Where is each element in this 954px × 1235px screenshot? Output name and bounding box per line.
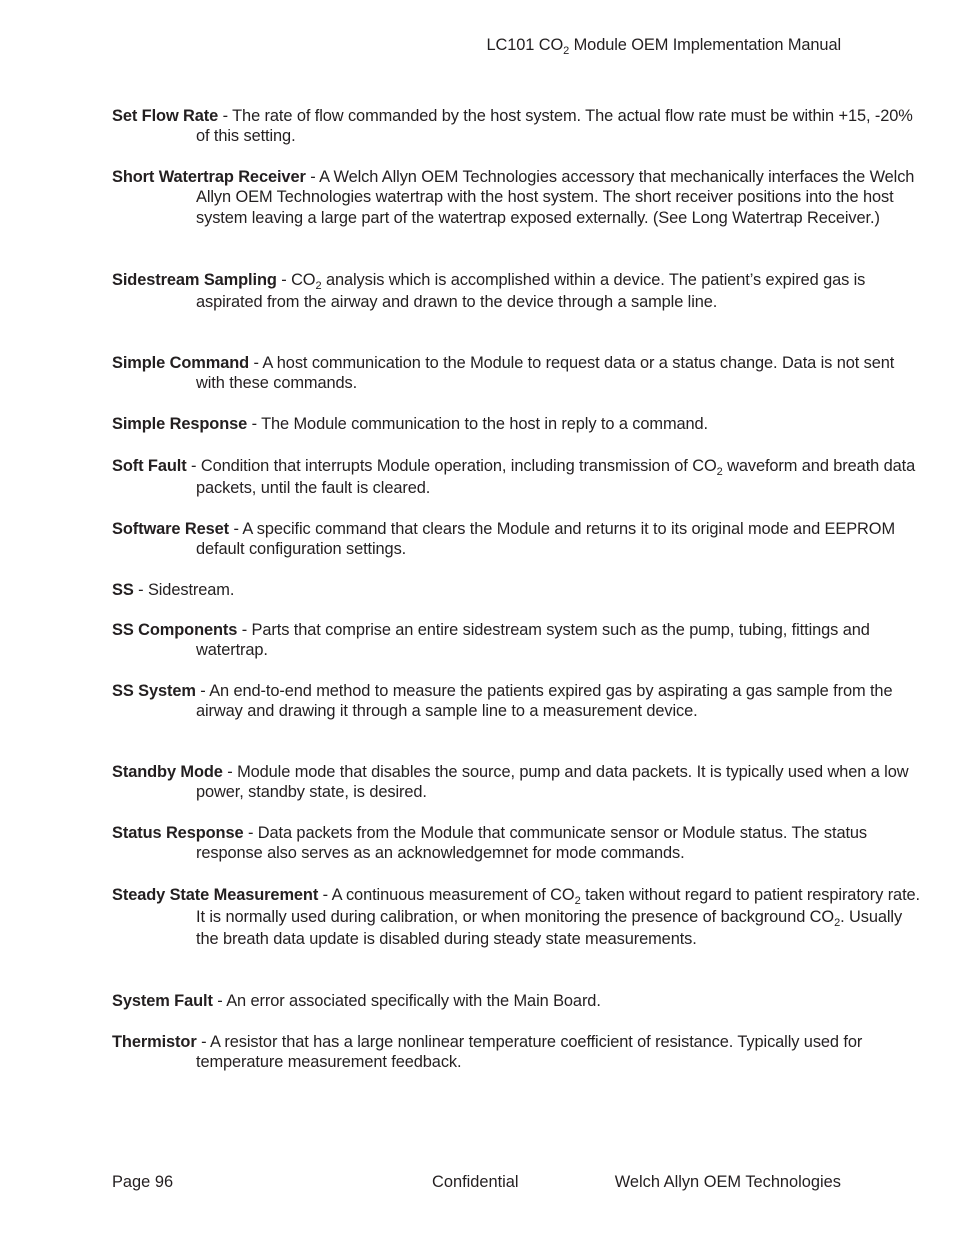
glossary-entry-standby-mode (112, 762, 926, 803)
glossary-entry-short-watertrap-receiver (112, 167, 926, 228)
glossary-definition: - The rate of flow commanded by the host system. The actual flow rate must be within +15, -20% of this setting. (196, 107, 913, 146)
glossary-entry-status-response (112, 823, 926, 864)
glossary-definition: - A resistor that has a large nonlinear temperature coefficient of resistance. Typically used for temperature measurement feedback. (196, 1033, 863, 1072)
glossary-definition: - The Module communication to the host in reply to a command. (247, 415, 709, 433)
glossary-term: Thermistor (112, 1033, 197, 1051)
header-title-pre: LC101 CO (486, 36, 564, 54)
glossary-entry-soft-fault (112, 455, 926, 499)
glossary-term: SS System (112, 682, 196, 700)
header-title-sub: 2 (563, 45, 570, 57)
glossary-definition-part: . Usually the breath data update is disabled during steady state measurements. (196, 908, 903, 948)
subscript: 2 (574, 895, 581, 907)
glossary-definition: - An end-to-end method to measure the patients expired gas by aspirating a gas sample from the airway and drawing it through a sample line to a measurement device. (195, 682, 893, 721)
glossary-term: Sidestream Sampling (112, 271, 277, 289)
glossary-entry-ss-system (112, 681, 926, 722)
footer-page-number: Page 96 (112, 1173, 174, 1191)
glossary-definition-part: taken without regard to patient respiratory rate. It is normally used during calibration, or when monitoring the presence of background CO (196, 886, 920, 926)
glossary-entry-thermistor (112, 1032, 926, 1073)
page-header (487, 36, 842, 55)
glossary-definition: - A Welch Allyn OEM Technologies accessory that mechanically interfaces the Welch Allyn OEM Technologies watertrap with the host system. The short receiver positions into the host system leaving a large part of the watertrap exposed externally. (See Long Watertrap Receiver.) (196, 168, 915, 227)
glossary-term: SS (112, 581, 134, 599)
glossary-term: System Fault (112, 992, 213, 1010)
glossary-entry-simple-command (112, 353, 926, 394)
glossary-entry-ss (112, 580, 926, 600)
glossary-definition-part: - CO (276, 271, 316, 289)
glossary-term: Soft Fault (112, 457, 187, 475)
footer-company: Welch Allyn OEM Technologies (614, 1173, 841, 1191)
glossary-term: Simple Response (112, 415, 248, 433)
glossary-entry-simple-response (112, 414, 926, 434)
glossary-term: SS Components (112, 621, 238, 639)
glossary-entry-set-flow-rate (112, 106, 926, 147)
glossary-definition: - Sidestream. (133, 581, 235, 599)
glossary-term: Standby Mode (112, 763, 223, 781)
glossary-definition: - An error associated specifically with the Main Board. (212, 992, 601, 1010)
glossary-definition-part: waveform and breath data packets, until the fault is cleared. (196, 457, 916, 497)
subscript: 2 (834, 917, 841, 929)
glossary-definition-part: - A continuous measurement of CO (318, 886, 575, 904)
subscript: 2 (716, 466, 723, 478)
header-title-post: Module OEM Implementation Manual (569, 36, 841, 54)
glossary-term: Short Watertrap Receiver (112, 168, 306, 186)
glossary-entry-ss-components (112, 620, 926, 661)
glossary-entry-software-reset (112, 519, 926, 560)
glossary-definition-part: analysis which is accomplished within a device. The patient’s expired gas is aspirated from the airway and drawn to the device through a sample line. (196, 271, 866, 311)
glossary-term: Status Response (112, 824, 244, 842)
glossary-term: Simple Command (112, 354, 250, 372)
glossary-definition: - A specific command that clears the Module and returns it to its original mode and EEPROM default configuration settings. (196, 520, 895, 559)
subscript: 2 (315, 280, 322, 292)
glossary-definition: - A host communication to the Module to request data or a status change. Data is not sent with these commands. (196, 354, 895, 393)
glossary-definition: - Data packets from the Module that communicate sensor or Module status. The status response also serves as an acknowledgemnet for mode commands. (196, 824, 868, 863)
glossary-entry-system-fault (112, 991, 926, 1011)
footer-confidential: Confidential (432, 1173, 519, 1191)
glossary-term: Steady State Measurement (112, 886, 319, 904)
glossary-definition: - Parts that comprise an entire sidestream system such as the pump, tubing, fittings and watertrap. (196, 621, 870, 660)
glossary-term: Software Reset (112, 520, 230, 538)
glossary-definition: - Module mode that disables the source, pump and data packets. It is typically used when a low power, standby state, is desired. (196, 763, 909, 802)
glossary-definition-part: - Condition that interrupts Module operation, including transmission of CO (186, 457, 717, 475)
glossary-term: Set Flow Rate (112, 107, 219, 125)
glossary-entry-steady-state-measurement (112, 884, 926, 950)
glossary-entry-sidestream-sampling (112, 269, 926, 313)
